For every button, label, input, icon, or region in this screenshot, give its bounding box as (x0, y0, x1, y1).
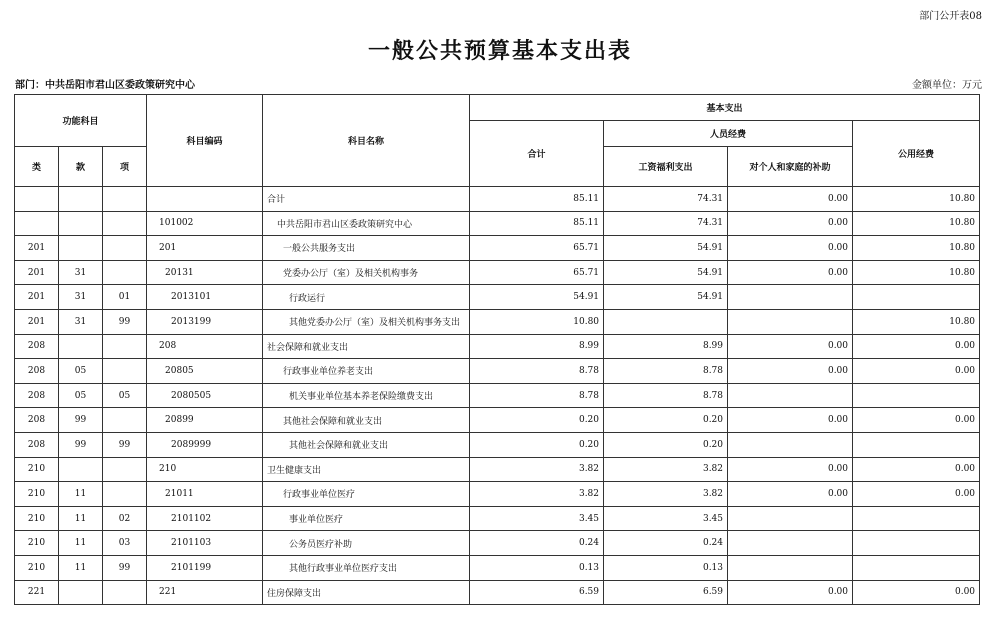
cell-total: 0.24 (470, 531, 604, 556)
cell-kuan (59, 457, 103, 482)
cell-subsidy (728, 309, 853, 334)
cell-subsidy: 0.00 (728, 580, 853, 605)
table-row (15, 555, 980, 580)
cell-code: 2080505 (147, 383, 263, 408)
cell-total: 8.99 (470, 334, 604, 359)
cell-code: 2101103 (147, 531, 263, 556)
cell-salary: 0.20 (604, 432, 728, 457)
cell-subsidy (728, 285, 853, 310)
cell-kuan (59, 211, 103, 236)
cell-lei: 210 (15, 506, 59, 531)
cell-lei: 208 (15, 432, 59, 457)
cell-lei: 221 (15, 580, 59, 605)
cell-lei: 201 (15, 309, 59, 334)
cell-lei: 208 (15, 383, 59, 408)
cell-total: 8.78 (470, 359, 604, 384)
cell-xiang (103, 457, 147, 482)
cell-code: 21011 (147, 482, 263, 507)
cell-code: 20131 (147, 260, 263, 285)
cell-xiang: 02 (103, 506, 147, 531)
cell-public: 0.00 (853, 482, 980, 507)
cell-total: 65.71 (470, 260, 604, 285)
cell-code: 221 (147, 580, 263, 605)
cell-xiang: 03 (103, 531, 147, 556)
cell-subsidy: 0.00 (728, 457, 853, 482)
budget-table (14, 94, 980, 605)
table-row (15, 187, 980, 212)
department-label: 部门：中共岳阳市君山区委政策研究中心 (15, 80, 195, 91)
cell-lei: 208 (15, 408, 59, 433)
cell-salary: 54.91 (604, 285, 728, 310)
cell-xiang: 99 (103, 309, 147, 334)
cell-name: 行政运行 (263, 285, 470, 310)
cell-salary: 8.78 (604, 383, 728, 408)
table-row (15, 580, 980, 605)
cell-subsidy: 0.00 (728, 260, 853, 285)
cell-code: 208 (147, 334, 263, 359)
cell-name: 其他党委办公厅（室）及相关机构事务支出 (263, 309, 470, 334)
cell-lei: 210 (15, 555, 59, 580)
cell-code: 2101199 (147, 555, 263, 580)
cell-total: 65.71 (470, 236, 604, 261)
cell-total: 3.82 (470, 457, 604, 482)
cell-total: 3.82 (470, 482, 604, 507)
table-row (15, 334, 980, 359)
header-code: 科目编码 (147, 95, 263, 187)
cell-salary: 54.91 (604, 236, 728, 261)
cell-subsidy: 0.00 (728, 236, 853, 261)
cell-kuan: 31 (59, 285, 103, 310)
cell-total: 10.80 (470, 309, 604, 334)
header-kuan: 款 (59, 147, 103, 187)
cell-name: 党委办公厅（室）及相关机构事务 (263, 260, 470, 285)
cell-xiang (103, 359, 147, 384)
cell-public: 0.00 (853, 334, 980, 359)
header-public-funds: 公用经费 (853, 121, 980, 187)
cell-salary: 6.59 (604, 580, 728, 605)
cell-public: 10.80 (853, 187, 980, 212)
cell-public: 10.80 (853, 260, 980, 285)
cell-public: 0.00 (853, 580, 980, 605)
cell-name: 其他行政事业单位医疗支出 (263, 555, 470, 580)
cell-kuan (59, 187, 103, 212)
cell-xiang: 99 (103, 432, 147, 457)
header-salary: 工资福利支出 (604, 147, 728, 187)
cell-code: 20805 (147, 359, 263, 384)
cell-code: 2101102 (147, 506, 263, 531)
cell-lei: 201 (15, 285, 59, 310)
cell-name: 事业单位医疗 (263, 506, 470, 531)
cell-name: 其他社会保障和就业支出 (263, 408, 470, 433)
cell-kuan: 31 (59, 309, 103, 334)
cell-code: 210 (147, 457, 263, 482)
header-lei: 类 (15, 147, 59, 187)
cell-salary: 3.45 (604, 506, 728, 531)
cell-code: 2013101 (147, 285, 263, 310)
cell-subsidy (728, 506, 853, 531)
cell-name: 中共岳阳市君山区委政策研究中心 (263, 211, 470, 236)
cell-lei: 210 (15, 457, 59, 482)
header-total: 合计 (470, 121, 604, 187)
cell-public: 10.80 (853, 309, 980, 334)
cell-name: 其他社会保障和就业支出 (263, 432, 470, 457)
cell-code: 201 (147, 236, 263, 261)
header-xiang: 项 (103, 147, 147, 187)
cell-kuan: 11 (59, 506, 103, 531)
cell-salary: 74.31 (604, 211, 728, 236)
table-row (15, 383, 980, 408)
cell-name: 行政事业单位养老支出 (263, 359, 470, 384)
cell-xiang (103, 482, 147, 507)
cell-public (853, 383, 980, 408)
table-row (15, 531, 980, 556)
cell-kuan: 11 (59, 482, 103, 507)
cell-total: 6.59 (470, 580, 604, 605)
cell-salary: 74.31 (604, 187, 728, 212)
cell-salary: 0.20 (604, 408, 728, 433)
cell-kuan: 31 (59, 260, 103, 285)
cell-lei: 210 (15, 531, 59, 556)
cell-code: 2013199 (147, 309, 263, 334)
cell-lei: 201 (15, 260, 59, 285)
cell-salary: 54.91 (604, 260, 728, 285)
cell-xiang (103, 211, 147, 236)
cell-name: 行政事业单位医疗 (263, 482, 470, 507)
cell-public: 0.00 (853, 408, 980, 433)
cell-kuan: 05 (59, 383, 103, 408)
cell-lei: 201 (15, 236, 59, 261)
cell-subsidy: 0.00 (728, 211, 853, 236)
cell-total: 0.20 (470, 408, 604, 433)
cell-xiang: 99 (103, 555, 147, 580)
cell-public (853, 531, 980, 556)
cell-name: 机关事业单位基本养老保险缴费支出 (263, 383, 470, 408)
cell-xiang (103, 334, 147, 359)
cell-public (853, 432, 980, 457)
cell-total: 0.13 (470, 555, 604, 580)
cell-kuan (59, 334, 103, 359)
cell-subsidy (728, 383, 853, 408)
cell-salary: 8.78 (604, 359, 728, 384)
cell-salary: 0.24 (604, 531, 728, 556)
cell-xiang: 05 (103, 383, 147, 408)
cell-lei (15, 211, 59, 236)
cell-subsidy: 0.00 (728, 359, 853, 384)
cell-subsidy: 0.00 (728, 334, 853, 359)
table-row (15, 211, 980, 236)
cell-salary (604, 309, 728, 334)
cell-lei (15, 187, 59, 212)
cell-public: 0.00 (853, 457, 980, 482)
cell-kuan: 11 (59, 555, 103, 580)
cell-lei: 208 (15, 334, 59, 359)
cell-xiang (103, 408, 147, 433)
cell-subsidy: 0.00 (728, 408, 853, 433)
form-number: 部门公开表08 (919, 11, 982, 22)
cell-name: 卫生健康支出 (263, 457, 470, 482)
cell-lei: 208 (15, 359, 59, 384)
table-row (15, 432, 980, 457)
cell-kuan: 05 (59, 359, 103, 384)
cell-xiang (103, 236, 147, 261)
cell-xiang (103, 260, 147, 285)
cell-code (147, 187, 263, 212)
cell-name: 社会保障和就业支出 (263, 334, 470, 359)
cell-salary: 3.82 (604, 457, 728, 482)
cell-public (853, 506, 980, 531)
table-row (15, 309, 980, 334)
cell-subsidy: 0.00 (728, 482, 853, 507)
cell-public: 10.80 (853, 236, 980, 261)
cell-total: 54.91 (470, 285, 604, 310)
header-personnel: 人员经费 (604, 121, 853, 147)
cell-total: 85.11 (470, 211, 604, 236)
table-row (15, 482, 980, 507)
cell-lei: 210 (15, 482, 59, 507)
cell-name: 一般公共服务支出 (263, 236, 470, 261)
cell-kuan: 11 (59, 531, 103, 556)
header-basic-expenditure: 基本支出 (470, 95, 980, 121)
cell-public (853, 285, 980, 310)
header-subsidy: 对个人和家庭的补助 (728, 147, 853, 187)
cell-public: 10.80 (853, 211, 980, 236)
cell-kuan (59, 236, 103, 261)
table-row (15, 236, 980, 261)
table-row (15, 457, 980, 482)
header-function-subject: 功能科目 (15, 95, 147, 147)
cell-subsidy: 0.00 (728, 187, 853, 212)
cell-total: 85.11 (470, 187, 604, 212)
cell-kuan (59, 580, 103, 605)
cell-xiang (103, 580, 147, 605)
cell-code: 101002 (147, 211, 263, 236)
amount-unit-label: 金额单位：万元 (912, 80, 982, 91)
cell-code: 2089999 (147, 432, 263, 457)
header-name: 科目名称 (263, 95, 470, 187)
cell-salary: 8.99 (604, 334, 728, 359)
cell-code: 20899 (147, 408, 263, 433)
cell-name: 合计 (263, 187, 470, 212)
cell-xiang (103, 187, 147, 212)
cell-subsidy (728, 432, 853, 457)
cell-total: 8.78 (470, 383, 604, 408)
table-row (15, 359, 980, 384)
cell-total: 0.20 (470, 432, 604, 457)
table-row (15, 408, 980, 433)
cell-kuan: 99 (59, 408, 103, 433)
cell-salary: 0.13 (604, 555, 728, 580)
page-title: 一般公共预算基本支出表 (367, 39, 632, 64)
cell-public: 0.00 (853, 359, 980, 384)
cell-name: 公务员医疗补助 (263, 531, 470, 556)
cell-total: 3.45 (470, 506, 604, 531)
table-row (15, 260, 980, 285)
table-row (15, 506, 980, 531)
cell-subsidy (728, 555, 853, 580)
cell-subsidy (728, 531, 853, 556)
cell-public (853, 555, 980, 580)
cell-salary: 3.82 (604, 482, 728, 507)
cell-kuan: 99 (59, 432, 103, 457)
cell-xiang: 01 (103, 285, 147, 310)
table-row (15, 285, 980, 310)
cell-name: 住房保障支出 (263, 580, 470, 605)
